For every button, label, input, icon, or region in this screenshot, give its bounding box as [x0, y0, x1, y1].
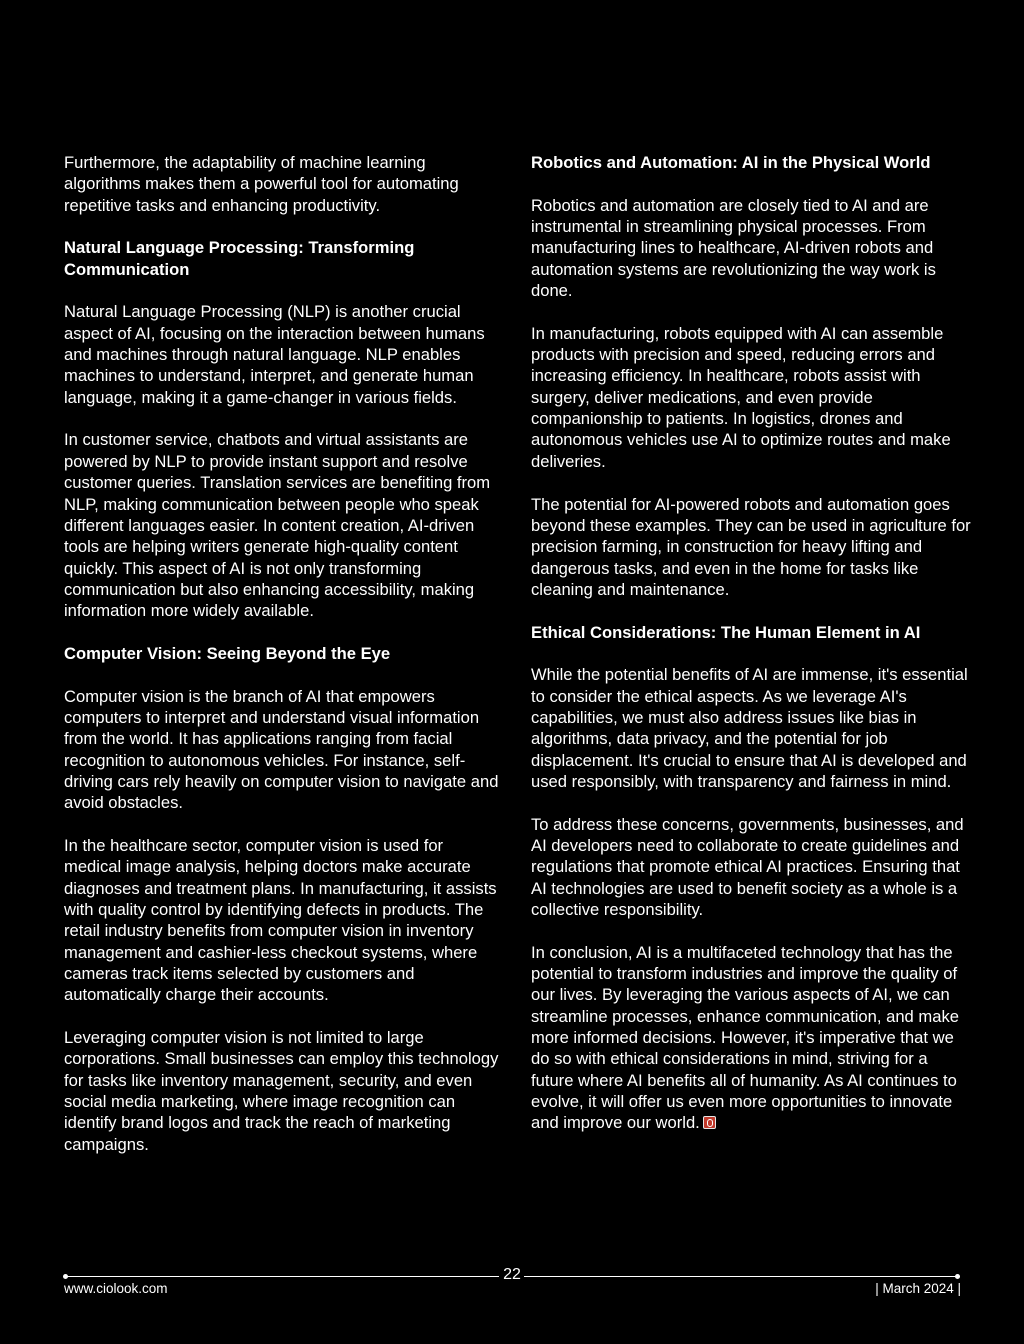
section-heading-computer-vision: Computer Vision: Seeing Beyond the Eye [64, 643, 391, 663]
conclusion-paragraph [531, 942, 971, 1134]
paragraph: In customer service, chatbots and virtual assistants are powered by NLP to provide instant support and resolve customer queries. Translation services are benefiting from NLP, making communication between people who speak different languages easier. In content creation, AI-driven tools are helping writers generate high-quality content quickly. This aspect of AI is not only transforming communication but also enhancing accessibility, making information more widely available. [64, 430, 491, 621]
paragraph: Computer vision is the branch of AI that empowers computers to interpret and understand visual information from the world. It has applications ranging from facial recognition to autonomous vehicles. For instance, self-driving cars rely heavily on computer vision to navigate and avoid obstacles. [64, 686, 499, 813]
footer-date: | March 2024 | [875, 1281, 961, 1296]
footer-website: www.ciolook.com [64, 1281, 168, 1296]
footer-rule-left [64, 1276, 499, 1277]
right-column [531, 152, 971, 1155]
paragraph: Furthermore, the adaptability of machine learning algorithms makes them a powerful tool for automating repetitive tasks and enhancing productivity. [64, 153, 459, 215]
page-number: 22 [503, 1266, 521, 1283]
paragraph: The potential for AI-powered robots and automation goes beyond these examples. They can be used in agriculture for precision farming, in construction for heavy lifting and dangerous tasks, and even in the home for tasks like cleaning and maintenance. [531, 494, 971, 599]
section-heading-robotics: Robotics and Automation: AI in the Physical World [531, 153, 931, 172]
section-heading-nlp: Natural Language Processing: Transforming Communication [64, 238, 415, 279]
end-of-article-icon [703, 1116, 716, 1129]
paragraph: In manufacturing, robots equipped with AI can assemble products with precision and speed, reducing errors and increasing efficiency. In healthcare, robots assist with surgery, deliver medications, and even provide companionship to patients. In logistics, drones and autonomous vehicles use AI to optimize routes and make deliveries. [531, 323, 951, 471]
paragraph: Robotics and automation are closely tied to AI and are instrumental in streamlining physical processes. From manufacturing lines to healthcare, AI-driven robots and automation systems are revolutionizing the way work is done. [531, 195, 936, 301]
paragraph: Leveraging computer vision is not limited to large corporations. Small businesses can employ this technology for tasks like inventory management, security, and even social media marketing, where image recognition can identify brand logos and track the reach of marketing campaigns. [64, 1028, 499, 1154]
footer-rule-right [524, 1276, 960, 1277]
left-column [64, 152, 504, 1177]
conclusion-text: In conclusion, AI is a multifaceted technology that has the potential to transform industries and improve the quality of our lives. By leveraging the various aspects of AI, we can streamline processes, enhance communication, and make more informed decisions. However, it's imperative that we do so with ethical considerations in mind, striving for a future where AI benefits all of humanity. As AI continues to evolve, it will offer us even more opportunities to innovate and improve our world. [531, 942, 959, 1133]
paragraph: To address these concerns, governments, businesses, and AI developers need to collaborate to create guidelines and regulations that promote ethical AI practices. Ensuring that AI technologies are used to benefit society as a whole is a collective responsibility. [531, 814, 964, 920]
paragraph: Natural Language Processing (NLP) is another crucial aspect of AI, focusing on the interaction between humans and machines through natural language. NLP enables machines to understand, interpret, and generate human language, making it a game-changer in various fields. [64, 302, 485, 407]
paragraph: While the potential benefits of AI are immense, it's essential to consider the ethical aspects. As we leverage AI's capabilities, we must also address issues like bias in algorithms, data privacy, and the potential for job displacement. It's crucial to ensure that AI is developed and used responsibly, with transparency and fairness in mind. [531, 665, 968, 791]
section-heading-ethics: Ethical Considerations: The Human Element in AI [531, 622, 921, 642]
paragraph: In the healthcare sector, computer vision is used for medical image analysis, helping doctors make accurate diagnoses and treatment plans. In manufacturing, it assists with quality control by identifying defects in products. The retail industry benefits from computer vision in inventory management and cashier-less checkout systems, where cameras track items selected by customers and automatically charge their accounts. [64, 836, 497, 1005]
footer-rule-dot-right [955, 1274, 960, 1279]
